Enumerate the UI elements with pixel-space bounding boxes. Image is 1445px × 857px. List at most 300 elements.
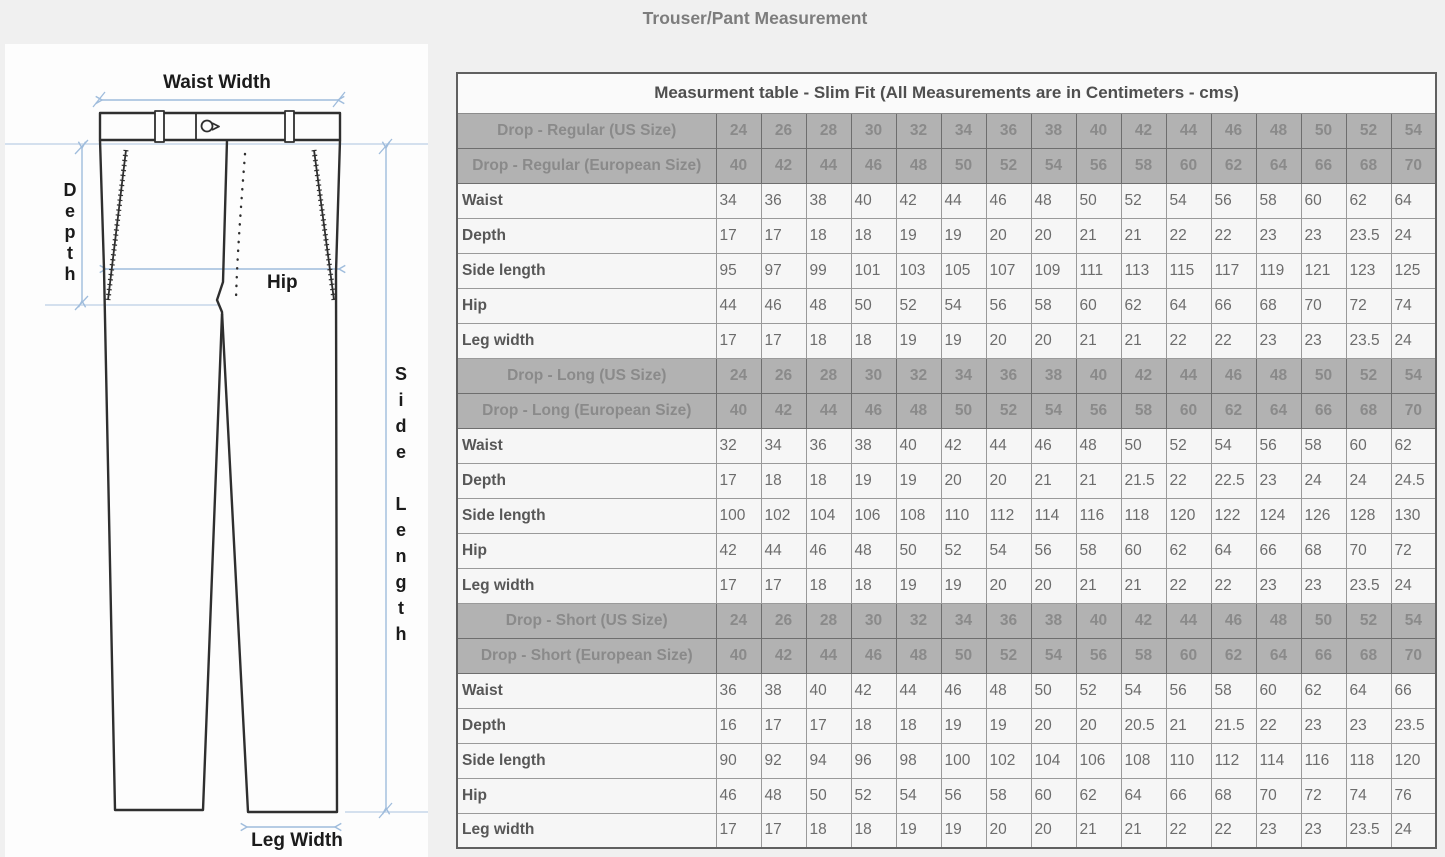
value-cell: 70 [1346,533,1391,568]
size-cell: 50 [1301,113,1346,148]
value-cell: 24 [1301,463,1346,498]
value-cell: 18 [806,218,851,253]
value-cell: 42 [896,183,941,218]
size-cell: 26 [761,603,806,638]
value-cell: 113 [1121,253,1166,288]
size-cell: 26 [761,113,806,148]
value-cell: 46 [716,778,761,813]
value-cell: 50 [896,533,941,568]
value-cell: 17 [716,813,761,848]
value-cell: 24 [1391,323,1436,358]
value-cell: 56 [1166,673,1211,708]
size-cell: 38 [1031,603,1076,638]
value-cell: 17 [761,708,806,743]
size-cell: 24 [716,358,761,393]
value-cell: 24 [1391,218,1436,253]
value-cell: 98 [896,743,941,778]
value-cell: 18 [851,218,896,253]
value-cell: 62 [1301,673,1346,708]
value-cell: 24 [1391,813,1436,848]
value-cell: 116 [1076,498,1121,533]
value-cell: 52 [851,778,896,813]
belt-loop [155,111,164,142]
value-cell: 109 [1031,253,1076,288]
value-cell: 19 [941,323,986,358]
value-cell: 17 [716,323,761,358]
drop-eu-row [457,148,1436,183]
value-cell: 44 [986,428,1031,463]
size-cell: 70 [1391,393,1436,428]
value-cell: 114 [1031,498,1076,533]
row-label: Depth [457,218,716,253]
value-cell: 96 [851,743,896,778]
value-cell: 17 [716,463,761,498]
size-cell: 52 [986,638,1031,673]
diagram-label-waist-width: Waist Width [163,72,271,93]
row-label: Drop - Regular (European Size) [457,148,716,183]
row-label: Waist [457,183,716,218]
value-cell: 54 [1211,428,1256,463]
size-cell: 48 [1256,113,1301,148]
size-cell: 34 [941,113,986,148]
value-cell: 50 [851,288,896,323]
value-cell: 46 [761,288,806,323]
size-cell: 30 [851,358,896,393]
value-cell: 34 [716,183,761,218]
value-cell: 22 [1211,813,1256,848]
value-cell: 66 [1256,533,1301,568]
value-cell: 19 [941,708,986,743]
value-cell: 20 [1076,708,1121,743]
value-cell: 62 [1391,428,1436,463]
value-cell: 23.5 [1391,708,1436,743]
size-cell: 62 [1211,638,1256,673]
size-cell: 50 [1301,358,1346,393]
value-cell: 103 [896,253,941,288]
measurement-row [457,813,1436,848]
value-cell: 18 [806,463,851,498]
value-cell: 18 [806,568,851,603]
value-cell: 18 [851,813,896,848]
value-cell: 100 [716,498,761,533]
value-cell: 18 [851,568,896,603]
size-cell: 38 [1031,358,1076,393]
value-cell: 94 [806,743,851,778]
size-cell: 24 [716,113,761,148]
value-cell: 58 [1211,673,1256,708]
value-cell: 21 [1076,813,1121,848]
size-cell: 40 [716,638,761,673]
value-cell: 122 [1211,498,1256,533]
value-cell: 21 [1121,218,1166,253]
size-cell: 68 [1346,393,1391,428]
row-label: Hip [457,533,716,568]
value-cell: 124 [1256,498,1301,533]
value-cell: 42 [716,533,761,568]
value-cell: 121 [1301,253,1346,288]
value-cell: 60 [1076,288,1121,323]
size-cell: 64 [1256,393,1301,428]
value-cell: 54 [1166,183,1211,218]
measurement-row [457,743,1436,778]
value-cell: 20 [1031,323,1076,358]
value-cell: 16 [716,708,761,743]
value-cell: 23 [1346,708,1391,743]
table-title: Measurment table - Slim Fit (All Measurements are in Centimeters - cms) [457,73,1436,113]
value-cell: 21 [1076,218,1121,253]
row-label: Drop - Short (European Size) [457,638,716,673]
value-cell: 115 [1166,253,1211,288]
value-cell: 18 [851,323,896,358]
value-cell: 48 [761,778,806,813]
value-cell: 36 [716,673,761,708]
size-cell: 40 [716,393,761,428]
size-cell: 38 [1031,113,1076,148]
value-cell: 24.5 [1391,463,1436,498]
size-cell: 34 [941,358,986,393]
value-cell: 22 [1211,218,1256,253]
size-cell: 50 [941,148,986,183]
value-cell: 17 [716,218,761,253]
row-label: Depth [457,708,716,743]
value-cell: 128 [1346,498,1391,533]
value-cell: 23 [1301,708,1346,743]
size-cell: 40 [1076,113,1121,148]
drop-us-row [457,113,1436,148]
value-cell: 36 [806,428,851,463]
value-cell: 102 [986,743,1031,778]
value-cell: 58 [1076,533,1121,568]
value-cell: 38 [761,673,806,708]
value-cell: 52 [1076,673,1121,708]
value-cell: 23 [1256,568,1301,603]
size-cell: 68 [1346,148,1391,183]
size-cell: 42 [1121,358,1166,393]
value-cell: 46 [806,533,851,568]
size-cell: 46 [1211,603,1256,638]
value-cell: 95 [716,253,761,288]
size-cell: 40 [1076,358,1121,393]
measurement-row [457,533,1436,568]
value-cell: 60 [1256,673,1301,708]
trouser-diagram-svg [5,44,428,857]
value-cell: 97 [761,253,806,288]
value-cell: 54 [941,288,986,323]
value-cell: 19 [896,323,941,358]
value-cell: 17 [761,568,806,603]
size-cell: 28 [806,113,851,148]
value-cell: 99 [806,253,851,288]
size-cell: 68 [1346,638,1391,673]
value-cell: 72 [1391,533,1436,568]
value-cell: 74 [1391,288,1436,323]
trouser-diagram [5,44,428,857]
value-cell: 64 [1211,533,1256,568]
value-cell: 22.5 [1211,463,1256,498]
value-cell: 56 [1031,533,1076,568]
row-label: Drop - Long (US Size) [457,358,716,393]
value-cell: 118 [1121,498,1166,533]
value-cell: 19 [986,708,1031,743]
drop-eu-row [457,393,1436,428]
value-cell: 76 [1391,778,1436,813]
value-cell: 18 [806,323,851,358]
value-cell: 104 [806,498,851,533]
value-cell: 21 [1121,323,1166,358]
value-cell: 18 [806,813,851,848]
value-cell: 36 [761,183,806,218]
value-cell: 32 [716,428,761,463]
waistband [100,113,340,140]
value-cell: 20 [986,323,1031,358]
value-cell: 23 [1301,218,1346,253]
size-cell: 34 [941,603,986,638]
row-label: Drop - Regular (US Size) [457,113,716,148]
size-cell: 42 [1121,603,1166,638]
size-cell: 58 [1121,638,1166,673]
value-cell: 56 [986,288,1031,323]
size-cell: 54 [1031,148,1076,183]
value-cell: 20 [986,813,1031,848]
row-label: Leg width [457,813,716,848]
size-cell: 44 [806,148,851,183]
size-cell: 32 [896,358,941,393]
value-cell: 48 [1076,428,1121,463]
value-cell: 22 [1256,708,1301,743]
value-cell: 58 [1256,183,1301,218]
value-cell: 104 [1031,743,1076,778]
size-cell: 54 [1391,113,1436,148]
value-cell: 42 [941,428,986,463]
value-cell: 50 [806,778,851,813]
measurement-row [457,463,1436,498]
trouser-left-piece [100,140,222,810]
value-cell: 46 [986,183,1031,218]
value-cell: 23 [1301,568,1346,603]
crease-dotted-line [236,154,245,300]
measurement-row [457,708,1436,743]
row-label: Side length [457,743,716,778]
row-label: Side length [457,498,716,533]
row-label: Drop - Long (European Size) [457,393,716,428]
value-cell: 21 [1121,813,1166,848]
drop-eu-row [457,638,1436,673]
size-cell: 40 [716,148,761,183]
value-cell: 19 [896,813,941,848]
value-cell: 62 [1076,778,1121,813]
value-cell: 56 [941,778,986,813]
value-cell: 52 [1166,428,1211,463]
value-cell: 22 [1211,323,1256,358]
trouser-fly-and-right-piece [217,140,340,812]
value-cell: 101 [851,253,896,288]
size-cell: 42 [761,148,806,183]
value-cell: 23 [1301,323,1346,358]
drop-us-row [457,358,1436,393]
diagram-label-leg-width: Leg Width [251,830,343,851]
value-cell: 19 [851,463,896,498]
value-cell: 23 [1256,463,1301,498]
value-cell: 60 [1031,778,1076,813]
size-cell: 52 [1346,603,1391,638]
size-cell: 28 [806,358,851,393]
size-cell: 54 [1031,638,1076,673]
value-cell: 111 [1076,253,1121,288]
value-cell: 52 [941,533,986,568]
size-cell: 46 [1211,113,1256,148]
value-cell: 21.5 [1211,708,1256,743]
size-cell: 30 [851,603,896,638]
value-cell: 17 [761,813,806,848]
size-cell: 30 [851,113,896,148]
value-cell: 38 [851,428,896,463]
size-cell: 44 [1166,358,1211,393]
value-cell: 23 [1256,323,1301,358]
size-cell: 46 [1211,358,1256,393]
size-cell: 48 [896,148,941,183]
size-cell: 24 [716,603,761,638]
size-cell: 52 [986,148,1031,183]
row-label: Hip [457,778,716,813]
diagram-label-side-length: Side Length [391,364,411,650]
value-cell: 48 [1031,183,1076,218]
value-cell: 40 [806,673,851,708]
size-cell: 52 [1346,113,1391,148]
measurement-row [457,778,1436,813]
value-cell: 112 [986,498,1031,533]
value-cell: 68 [1211,778,1256,813]
value-cell: 66 [1166,778,1211,813]
value-cell: 40 [896,428,941,463]
size-cell: 50 [941,638,986,673]
value-cell: 46 [1031,428,1076,463]
size-cell: 36 [986,603,1031,638]
value-cell: 110 [941,498,986,533]
size-cell: 46 [851,638,896,673]
value-cell: 40 [851,183,896,218]
size-cell: 56 [1076,148,1121,183]
diagram-label-depth: Depth [60,180,80,285]
measurement-row [457,288,1436,323]
measurement-row [457,498,1436,533]
value-cell: 20 [986,218,1031,253]
value-cell: 20.5 [1121,708,1166,743]
value-cell: 100 [941,743,986,778]
value-cell: 23 [1301,813,1346,848]
page-title: Trouser/Pant Measurement [642,8,868,28]
value-cell: 24 [1346,463,1391,498]
size-cell: 46 [851,148,896,183]
value-cell: 62 [1346,183,1391,218]
measurement-row [457,218,1436,253]
value-cell: 22 [1211,568,1256,603]
measurement-row [457,253,1436,288]
value-cell: 118 [1346,743,1391,778]
size-cell: 44 [806,638,851,673]
table-title-row [457,73,1436,113]
value-cell: 44 [941,183,986,218]
size-cell: 66 [1301,638,1346,673]
size-cell: 48 [1256,358,1301,393]
waist-button [202,121,213,132]
size-cell: 44 [1166,113,1211,148]
size-cell: 52 [1346,358,1391,393]
value-cell: 44 [716,288,761,323]
value-cell: 19 [941,218,986,253]
value-cell: 34 [761,428,806,463]
value-cell: 22 [1166,568,1211,603]
value-cell: 74 [1346,778,1391,813]
row-label: Side length [457,253,716,288]
size-cell: 42 [1121,113,1166,148]
value-cell: 112 [1211,743,1256,778]
value-cell: 50 [1076,183,1121,218]
value-cell: 62 [1166,533,1211,568]
value-cell: 22 [1166,813,1211,848]
size-cell: 64 [1256,148,1301,183]
value-cell: 21 [1076,463,1121,498]
diagram-label-hip: Hip [267,272,298,293]
value-cell: 23.5 [1346,813,1391,848]
value-cell: 72 [1346,288,1391,323]
value-cell: 123 [1346,253,1391,288]
value-cell: 64 [1346,673,1391,708]
size-cell: 40 [1076,603,1121,638]
value-cell: 21 [1121,568,1166,603]
value-cell: 48 [806,288,851,323]
value-cell: 20 [1031,813,1076,848]
value-cell: 106 [851,498,896,533]
size-cell: 54 [1391,358,1436,393]
belt-loop [285,111,294,142]
value-cell: 21 [1166,708,1211,743]
value-cell: 106 [1076,743,1121,778]
size-cell: 70 [1391,148,1436,183]
value-cell: 23 [1256,813,1301,848]
value-cell: 90 [716,743,761,778]
value-cell: 23.5 [1346,323,1391,358]
size-cell: 48 [1256,603,1301,638]
value-cell: 21 [1076,568,1121,603]
value-cell: 58 [1301,428,1346,463]
value-cell: 58 [1031,288,1076,323]
value-cell: 20 [986,568,1031,603]
value-cell: 120 [1391,743,1436,778]
value-cell: 120 [1166,498,1211,533]
size-cell: 26 [761,358,806,393]
value-cell: 114 [1256,743,1301,778]
size-cell: 56 [1076,638,1121,673]
value-cell: 21.5 [1121,463,1166,498]
value-cell: 24 [1391,568,1436,603]
value-cell: 21 [1031,463,1076,498]
size-cell: 36 [986,358,1031,393]
size-cell: 32 [896,603,941,638]
value-cell: 125 [1391,253,1436,288]
value-cell: 108 [1121,743,1166,778]
value-cell: 38 [806,183,851,218]
value-cell: 58 [986,778,1031,813]
size-cell: 28 [806,603,851,638]
measurement-row [457,428,1436,463]
size-cell: 54 [1391,603,1436,638]
value-cell: 18 [761,463,806,498]
value-cell: 66 [1211,288,1256,323]
size-cell: 60 [1166,393,1211,428]
size-cell: 66 [1301,148,1346,183]
value-cell: 116 [1301,743,1346,778]
size-cell: 48 [896,393,941,428]
